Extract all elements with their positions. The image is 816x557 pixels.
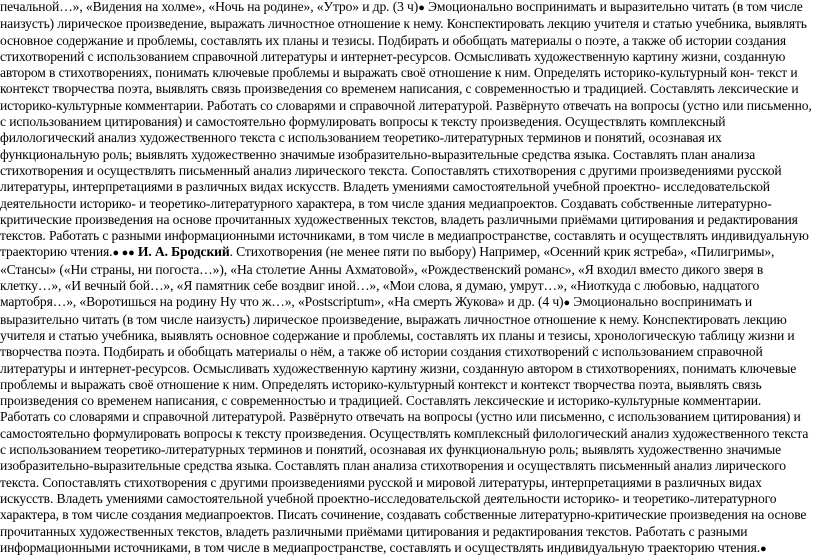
bullet-marker: ●: [563, 297, 570, 310]
poem-list-continuation: печальной…», «Видения на холме», «Ночь на родине», «Утро» и др. (3 ч): [0, 0, 419, 14]
bullet-marker: ● ●●: [112, 247, 135, 260]
bullet-marker: ●: [418, 2, 425, 14]
author-heading: И. А. Бродский: [134, 244, 230, 260]
learning-activities-text: Эмоционально воспринимать и выразительно читать (в том числе наизусть) лирическое произведение, выражать личностное отношение к нему. Конспектировать лекцию учителя и статью учебника, выявлять основное содержание и проблемы, составлять их планы и тезисы. Подбирать и обобщать материалы о поэте, а также об истории создания стихотворений с использованием справочной литературы и интернет-ресурсов. Осмысливать художественную картину жизни, созданную автором в стихотворениях, понимать ключевые проблемы и выражать своё отношение к ним. Определять историко-культурный кон- текст и контекст творчества поэта, выявлять связь произведения со временем написания, с современностью и традицией. Составлять лексические и историко-культурные комментарии. Работать со словарями и справочной литературой. Развёрнуто отвечать на вопросы (устно или письменно, с использованием цитирования) и самостоятельно формулировать вопросы к тексту произведения. Осуществлять комплексный филологический анализ художественного текста с использованием теоретико-литературных терминов и понятий, осознавая их функциональную роль; выявлять художественно значимые изобразительно-выразительные средства языка. Составлять план анализа стихотворения и осуществлять письменный анализ лирического текста. Сопоставлять стихотворения с другими произведениями русской литературы, интерпретациями в различных видах искусств. Владеть умениями самостоятельной учебной проектно- исследовательской деятельности историко- и теоретико-литературного характера, в том числе здания медиапроектов. Создавать собственные литературно-критические произведения на основе прочитанных художественных текстов, владеть различными приёмами цитирования и редактирования текстов. Работать с разными информационными источниками, в том числе в медиапространстве, составлять и осуществлять индивидуальную траекторию чтения.: [0, 0, 812, 260]
bullet-marker: ●: [760, 542, 767, 555]
poem-list-text: . Стихотворения (не менее пяти по выбору) Например, «Осенний крик ястреба», «Пилигримы», «Стансы» («Ни страны, ни погоста…»), «На столетие Анны Ахматовой», «Рождественский романс», «Я входил вместо дикого зверя в клетку…», «И вечный бой…», «Я памятник себе воздвиг иной…», «Мои слова, я думаю, умрут…», «Ниоткуда с любовью, надцатого мартобря…», «Воротишься на родину Ну что ж…», «Postscriptum», «На смерть Жукова» и др. (4 ч): [0, 244, 775, 310]
learning-activities-text: Эмоционально воспринимать и выразительно читать (в том числе наизусть) лирическое произведение, выражать личностное отношение к нему. Конспектировать лекцию учителя и статью учебника, выявлять основное содержание и проблемы, составлять их планы и тезисы, хронологическую таблицу жизни и творчества поэта. Подбирать и обобщать материалы о нём, а также об истории создания стихотворений с использованием справочной литературы и интернет-ресурсов. Осмысливать художественную картину жизни, созданную автором в стихотворениях, понимать ключевые проблемы и выражать своё отношение к ним. Определять историко-культурный контекст и контекст творчества поэта, выявлять связь произведения со временем написания, с современностью и традицией. Составлять лексические и историко-культурные комментарии. Работать со словарями и справочной литературой. Развёрнуто отвечать на вопросы (устно или письменно, с использованием цитирования) и самостоятельно формулировать вопросы к тексту произведения. Осуществлять комплексный филологический анализ художественного текста с использованием теоретико-литературных терминов и понятий, осознавая их функциональную роль; выявлять художественно значимые изобразительно-выразительные средства языка. Составлять план анализа стихотворения и осуществлять письменный анализ лирического текста. Сопоставлять стихотворения с другими произведениями русской и мировой литературы, интерпретациями в различных видах искусств. Владеть умениями самостоятельной учебной проектно-исследовательской деятельности историко- и теоретико-литературного характера, в том числе создания медиапроектов. Писать сочинение, создавать собственные литературно-критические произведения на основе прочитанных художественных текстов, владеть различными приёмами цитирования и редактирования текстов. Работать с разными информационными источниками, в том числе в медиапространстве, составлять и осуществлять индивидуальную траекторию чтения.: [0, 294, 809, 555]
